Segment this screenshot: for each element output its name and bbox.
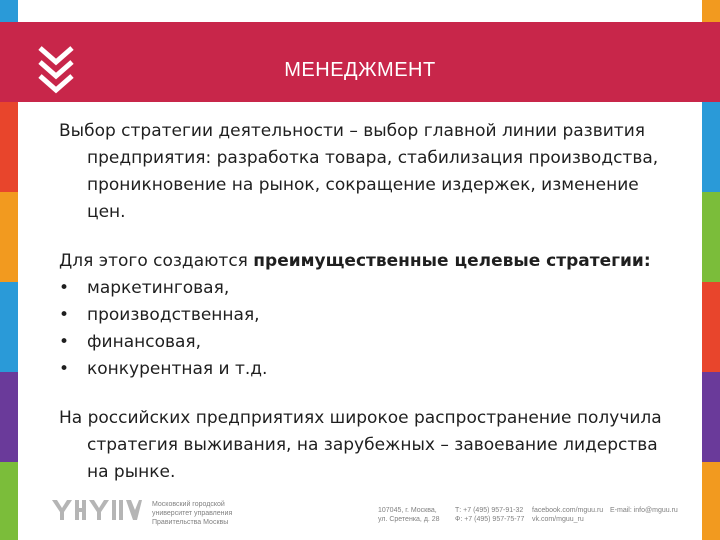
footer-text: Т: +7 (495) 957-91-32 — [455, 507, 524, 514]
footer-text: 107045, г. Москва, — [378, 507, 437, 514]
bullet-icon: • — [59, 332, 70, 352]
footer-link[interactable]: facebook.com/mguu.ru — [532, 507, 604, 514]
slide-title: МЕНЕДЖМЕНТ — [284, 59, 436, 81]
footer-text: Ф: +7 (495) 957-75-77 — [455, 516, 525, 523]
footer-social — [532, 506, 612, 524]
footer-phone — [455, 506, 535, 524]
slide-footer — [50, 496, 690, 526]
slide-body — [59, 118, 669, 486]
list-item — [59, 329, 669, 356]
list-item-label: финансовая, — [87, 332, 202, 352]
paragraph-target-strategies — [59, 248, 669, 275]
list-item-label: производственная, — [87, 305, 260, 325]
footer-email[interactable]: E-mail: info@mguu.ru — [610, 507, 678, 514]
footer-text: Московский городской — [152, 501, 225, 508]
footer-text: Правительства Москвы — [152, 519, 229, 526]
footer-link[interactable]: vk.com/mguu_ru — [532, 516, 584, 523]
list-item — [59, 356, 669, 383]
footer-organization — [152, 500, 272, 527]
paragraph-bold-text: преимущественные целевые стратегии: — [253, 251, 651, 271]
bullet-icon: • — [59, 359, 70, 379]
list-item-label: конкурентная и т.д. — [87, 359, 268, 379]
footer-text: университет управления — [152, 510, 233, 517]
footer-text: ул. Сретенка, д. 28 — [378, 516, 440, 523]
list-item-label: маркетинговая, — [87, 278, 230, 298]
bullet-icon: • — [59, 305, 70, 325]
list-item — [59, 302, 669, 329]
footer-address — [378, 506, 458, 524]
bullet-icon: • — [59, 278, 70, 298]
paragraph-text: Для этого создаются — [59, 251, 254, 271]
paragraph-text: предприятия: разработка товара, стабилизация производства, проникновение на рынок, сокращение издержек, изменение цен. — [87, 148, 659, 222]
university-logo — [50, 498, 142, 522]
paragraph-bold-text: Выбор стратегии деятельности – выбор главной линии развития — [59, 121, 645, 141]
list-item — [59, 275, 669, 302]
paragraph-strategy-choice — [59, 118, 669, 226]
paragraph-survival-strategy: На российских предприятиях широкое распространение получила стратегия выживания, на зарубежных – завоевание лидерства на рынке. — [59, 408, 662, 482]
slide-header — [0, 22, 720, 102]
